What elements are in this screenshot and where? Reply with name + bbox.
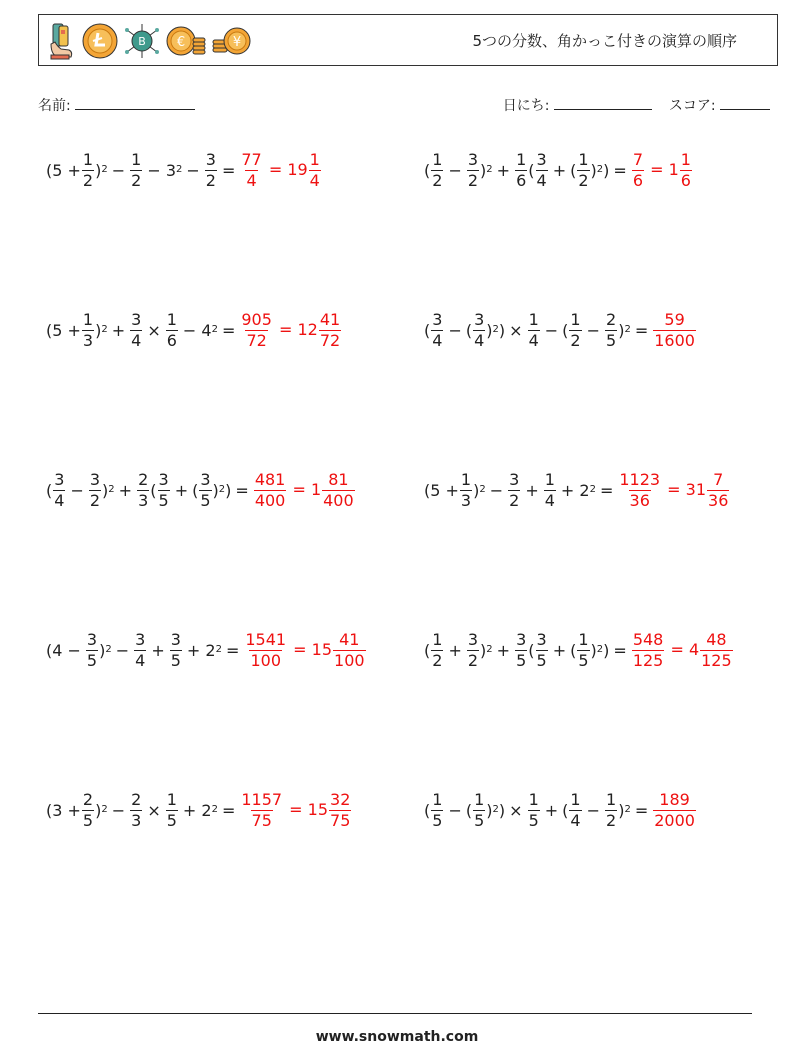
name-label: 名前: xyxy=(38,98,71,114)
problem-1-answer: $\frac{77}{4}$ = 19 $\frac{1}{4}$ xyxy=(241,149,320,190)
problem-6: (5 + $\frac{1}{3}$ ) 2 − $\frac{3}{2}$ + $\frac{1}{4}$ + 2 2 = $\frac{1123}{36}$ = 31 $\frac{7}{36}$ xyxy=(424,469,729,510)
problem-7: (4 − $\frac{3}{5}$ ) 2 − $\frac{3}{4}$ + $\frac{3}{5}$ + 2 2 = $\frac{1541}{100}$ = 15 $\frac{41}{100}$ xyxy=(46,629,365,670)
bitcoin-network-icon xyxy=(123,22,161,60)
svg-text:€: € xyxy=(176,35,186,50)
yen-coins-icon xyxy=(211,22,253,60)
litecoin-icon xyxy=(81,22,119,60)
name-field[interactable] xyxy=(38,95,195,115)
problem-9: (3 + $\frac{2}{5}$ ) 2 − $\frac{2}{3}$ × $\frac{1}{5}$ + 2 2 = $\frac{1157}{75}$ = 15 $\frac{32}{75}$ xyxy=(46,789,351,830)
problem-5: ( $\frac{3}{4}$ − $\frac{3}{2}$ ) 2 + $\frac{2}{3}$ ( $\frac{3}{5}$ + ( $\frac{3}{5}$ ) 2 ) = $\frac{481}{400}$ = 1 $\frac{81}{400}$ xyxy=(46,469,354,510)
problem-5-answer: $\frac{481}{400}$ = 1 $\frac{81}{400}$ xyxy=(254,469,354,510)
problem-10: ( $\frac{1}{5}$ − ( $\frac{1}{5}$ ) 2 ) × $\frac{1}{5}$ + ( $\frac{1}{4}$ − $\frac{1}{2}$ ) 2 = $\frac{189}{2000}$ xyxy=(424,789,695,830)
worksheet-header xyxy=(38,14,778,66)
date-score-fields xyxy=(503,95,770,115)
name-blank[interactable] xyxy=(75,97,195,110)
card-hand-icon xyxy=(47,22,77,60)
score-label: スコア: xyxy=(668,98,716,114)
problem-10-answer: $\frac{189}{2000}$ xyxy=(654,789,695,830)
euro-coins-icon xyxy=(165,22,207,60)
footer-divider xyxy=(38,1013,752,1014)
problem-8: ( $\frac{1}{2}$ + $\frac{3}{2}$ ) 2 + $\frac{3}{5}$ ( $\frac{3}{5}$ + ( $\frac{1}{5}$ ) 2 ) = $\frac{548}{125}$ = 4 $\frac{48}{125}$ xyxy=(424,629,732,670)
problem-8-answer: $\frac{548}{125}$ = 4 $\frac{48}{125}$ xyxy=(632,629,732,670)
problem-4: ( $\frac{3}{4}$ − ( $\frac{3}{4}$ ) 2 ) × $\frac{1}{4}$ − ( $\frac{1}{2}$ − $\frac{2}{5}$ ) 2 = $\frac{59}{1600}$ xyxy=(424,309,695,350)
problem-1: (5 + $\frac{1}{2}$ ) 2 − $\frac{1}{2}$ − 3 2 − $\frac{3}{2}$ = $\frac{77}{4}$ = 19 $\frac{1}{4}$ xyxy=(46,149,320,190)
problem-4-answer: $\frac{59}{1600}$ xyxy=(654,309,695,350)
problem-6-answer: $\frac{1123}{36}$ = 31 $\frac{7}{36}$ xyxy=(619,469,729,510)
svg-text:¥: ¥ xyxy=(232,35,242,50)
problem-2: ( $\frac{1}{2}$ − $\frac{3}{2}$ ) 2 + $\frac{1}{6}$ ( $\frac{3}{4}$ + ( $\frac{1}{2}$ ) 2 ) = $\frac{7}{6}$ = 1 $\frac{1}{6}$ xyxy=(424,149,691,190)
svg-text:B: B xyxy=(138,35,146,48)
worksheet-title: 5つの分数、角かっこ付きの演算の順序 xyxy=(472,32,737,50)
date-label: 日にち: xyxy=(502,98,550,114)
score-blank[interactable] xyxy=(720,97,770,110)
problem-3: (5 + $\frac{1}{3}$ ) 2 + $\frac{3}{4}$ × $\frac{1}{6}$ − 4 2 = $\frac{905}{72}$ = 12 $\frac{41}{72}$ xyxy=(46,309,341,350)
footer-url[interactable]: www.snowmath.com xyxy=(315,1029,479,1045)
problem-7-answer: $\frac{1541}{100}$ = 15 $\frac{41}{100}$ xyxy=(245,629,365,670)
header-icons xyxy=(47,21,253,61)
problem-9-answer: $\frac{1157}{75}$ = 15 $\frac{32}{75}$ xyxy=(241,789,351,830)
problem-3-answer: $\frac{905}{72}$ = 12 $\frac{41}{72}$ xyxy=(241,309,341,350)
problem-2-answer: $\frac{7}{6}$ = 1 $\frac{1}{6}$ xyxy=(632,149,691,190)
date-blank[interactable] xyxy=(554,97,652,110)
